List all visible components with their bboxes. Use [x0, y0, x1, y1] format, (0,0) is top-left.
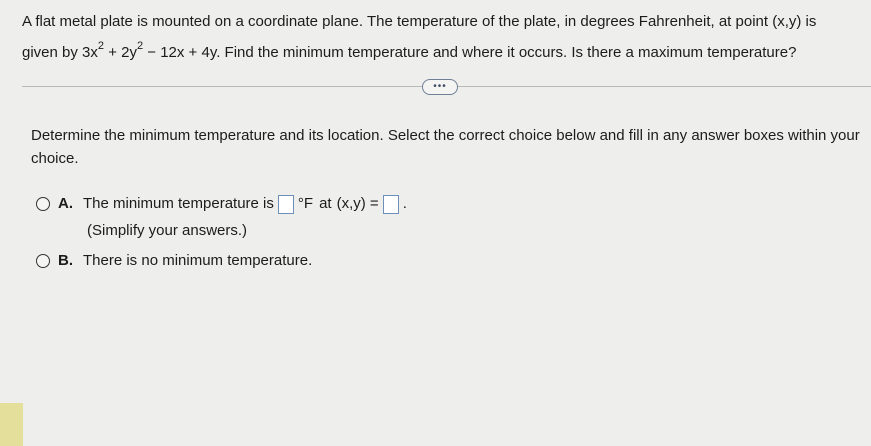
question-line-2-prefix: given by — [22, 44, 78, 61]
point-variable: (x,y) — [772, 13, 802, 30]
choice-a-at: at — [319, 195, 332, 212]
expand-more-button[interactable]: ••• — [422, 79, 458, 95]
question-line-1 — [22, 8, 862, 35]
question-line-2-suffix: . Find the minimum temperature and where it occurs. Is there a maximum temperature? — [216, 44, 797, 61]
question-line-1-suffix: is — [805, 13, 817, 30]
question-text — [22, 8, 862, 66]
formula-term-b: + 2y — [108, 44, 137, 61]
choice-a[interactable] — [36, 194, 407, 214]
temperature-formula — [82, 40, 217, 61]
formula-term-a: 3x — [82, 44, 98, 61]
simplify-hint: (Simplify your answers.) — [87, 222, 248, 239]
location-answer-box[interactable] — [383, 195, 399, 214]
choice-a-letter: A. — [58, 195, 73, 212]
formula-exponent-2: 2 — [136, 40, 144, 52]
instruction-text: Determine the minimum temperature and its location. Select the correct choice below and fill in any answer boxes within your choice. — [31, 127, 860, 167]
choice-a-text: The minimum temperature is — [83, 195, 274, 212]
choice-a-point: (x,y) = — [336, 195, 379, 212]
formula-exponent-1: 2 — [97, 40, 105, 52]
question-line-2 — [22, 35, 862, 66]
choice-b-text: There is no minimum temperature. — [83, 252, 313, 269]
choice-b[interactable] — [36, 251, 312, 271]
question-line-1-prefix: A flat metal plate is mounted on a coordinate plane. The temperature of the plate, in degrees Fahrenheit, at point — [22, 13, 769, 30]
choice-a-period: . — [402, 195, 407, 212]
radio-choice-b[interactable] — [36, 254, 50, 268]
min-temperature-answer-box[interactable] — [278, 195, 294, 214]
unit-label: °F — [297, 195, 314, 212]
radio-choice-a[interactable] — [36, 197, 50, 211]
choice-b-letter: B. — [58, 252, 73, 269]
formula-term-c: − 12x + 4y — [147, 44, 217, 61]
corner-shade — [0, 403, 23, 446]
